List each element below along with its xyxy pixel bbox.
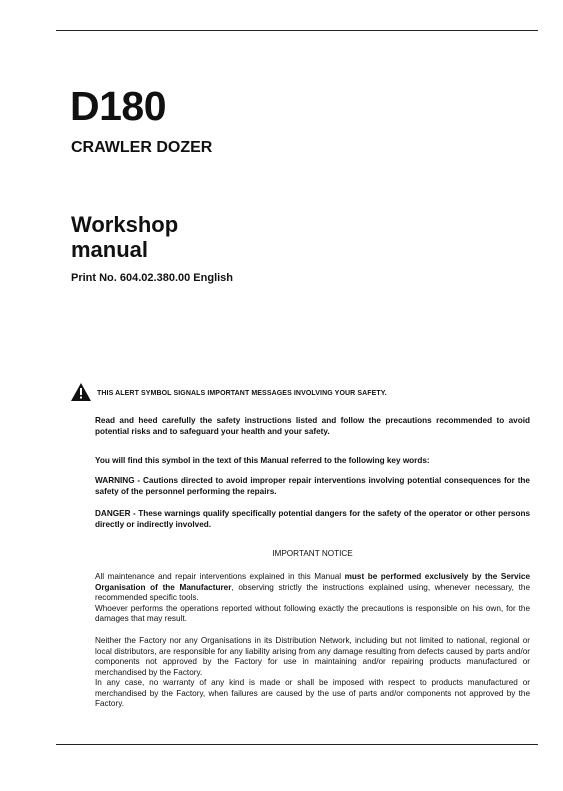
notice-p1-emphasis: must be performed exclusively by the Service Organisation of the Manufacturer <box>95 572 530 592</box>
notice-paragraph-2 <box>95 636 530 710</box>
safety-danger: DANGER - These warnings qualify specifically potential dangers for the safety of the operator or other persons directly or indirectly involved. <box>95 509 530 529</box>
notice-p2-text-b: In any case, no warranty of any kind is made or shall be imposed with respect to products manufactured or merchandised by the Factory, when failures are caused by the use of parts and/or components not approved by the Factory. <box>95 678 530 708</box>
safety-read-heed: Read and heed carefully the safety instructions listed and follow the precautions recommended to avoid potential risks and to safeguard your health and your safety. <box>95 416 530 436</box>
machine-type: CRAWLER DOZER <box>71 139 213 156</box>
notice-p1-text-c: , observing strictly the instructions explained using, whenever necessary, the recommended specific tools. <box>95 582 531 602</box>
bottom-rule <box>56 744 538 745</box>
notice-p1-text-d: Whoever performs the operations reported without following exactly the precautions is responsible on his own, for the damages that may result. <box>95 603 530 623</box>
document-title-line2: manual <box>71 237 149 262</box>
top-rule <box>56 30 538 31</box>
safety-warning: WARNING - Cautions directed to avoid improper repair interventions involving potential consequences for the safety of the personnel performing the repairs. <box>95 476 530 496</box>
important-notice-heading: IMPORTANT NOTICE <box>272 549 353 558</box>
document-title-line1: Workshop <box>71 212 179 237</box>
document-title <box>71 212 178 262</box>
notice-p1-text-a: All maintenance and repair interventions explained in this Manual <box>95 572 345 581</box>
notice-p2-text-a: Neither the Factory nor any Organisations in its Distribution Network, including but not limited to national, regional or local distributors, are responsible for any liability arising from any damage resulting from defects caused by parts and/or components not approved by the Factory for use in maintaining and/or repairing products manufactured or merchandised by the Factory. <box>95 636 530 677</box>
alert-heading: THIS ALERT SYMBOL SIGNALS IMPORTANT MESSAGES INVOLVING YOUR SAFETY. <box>97 390 387 397</box>
notice-paragraph-1 <box>95 572 530 625</box>
print-number: Print No. 604.02.380.00 English <box>71 272 234 284</box>
warning-triangle-icon <box>71 383 91 401</box>
model-number: D180 <box>70 83 167 129</box>
safety-key-words-intro: You will find this symbol in the text of this Manual referred to the following key words: <box>95 456 430 465</box>
